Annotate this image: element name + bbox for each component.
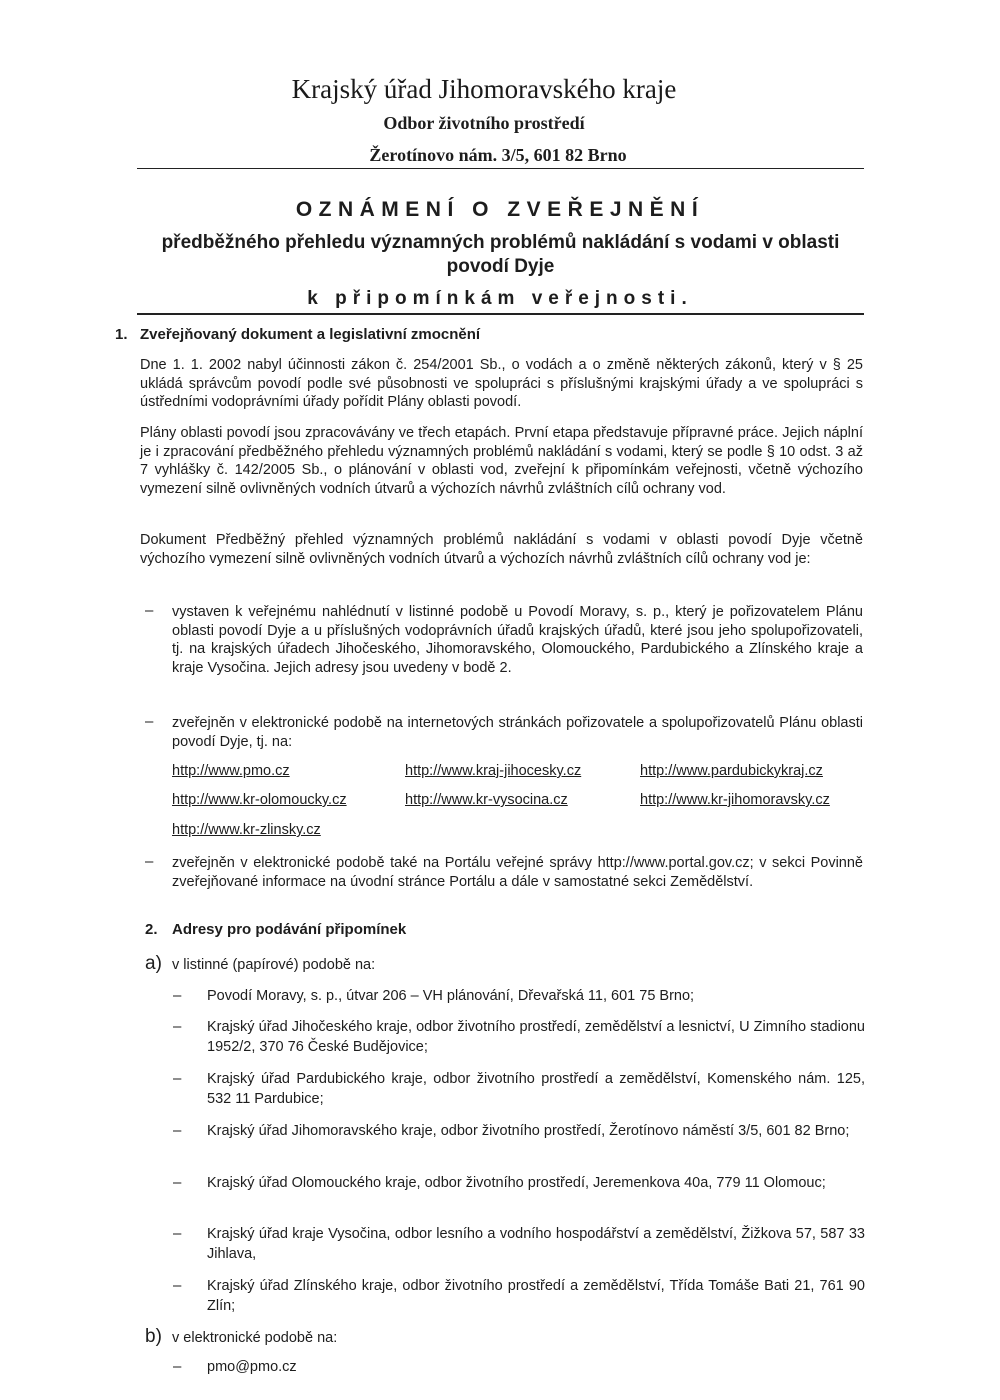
section2-a-text: v listinné (papírové) podobě na:: [172, 957, 376, 973]
address-dash: –: [173, 1070, 182, 1087]
notice-public: k připomínkám veřejnosti.: [307, 288, 693, 309]
letterhead-title: Krajský úřad Jihomoravského kraje: [291, 74, 677, 104]
link-kr-olomoucky[interactable]: http://www.kr-olomoucky.cz: [172, 792, 347, 808]
section1-paragraph-3: Dokument Předběžný přehled významných problémů nakládání s vodami v oblasti povodí Dyje včetně výchozího vymezení silně ovlivněných vodních útvarů a výchozích návrhů zvláštních cílů ochrany vod je:: [140, 532, 863, 567]
section2-a-letter: a): [145, 953, 162, 974]
letterhead-department: Odbor životního prostředí: [383, 113, 585, 133]
address-item-6: Krajský úřad kraje Vysočina, odbor lesního a vodního hospodářství a zemědělství, Žižkova 57, 587 33 Jihlava,: [207, 1226, 865, 1262]
address-item-4: Krajský úřad Jihomoravského kraje, odbor životního prostředí, Žerotínovo náměstí 3/5, 601 82 Brno;: [207, 1123, 850, 1139]
bullet-dash: –: [145, 713, 154, 730]
email-link[interactable]: pmo@pmo.cz: [207, 1359, 297, 1375]
letterhead-address: Žerotínovo nám. 3/5, 601 82 Brno: [369, 145, 627, 165]
section2-b-text: v elektronické podobě na:: [172, 1330, 338, 1346]
address-item-1: Povodí Moravy, s. p., útvar 206 – VH plánování, Dřevařská 11, 601 75 Brno;: [207, 988, 695, 1004]
section1-number: 1.: [115, 326, 128, 343]
link-kraj-jihocesky[interactable]: http://www.kraj-jihocesky.cz: [405, 763, 582, 779]
bullet-dash: –: [145, 602, 154, 619]
bullet-item-2: zveřejněn v elektronické podobě na internetových stránkách pořizovatele a spolupořizovatelů Plánu oblasti povodí Dyje, tj. na:: [172, 715, 863, 750]
address-dash: –: [173, 1122, 182, 1139]
section2-title: Adresy pro podávání připomínek: [172, 921, 407, 938]
address-dash: –: [173, 1225, 182, 1242]
section2-b-letter: b): [145, 1326, 162, 1347]
address-item-7: Krajský úřad Zlínského kraje, odbor životního prostředí a zemědělství, Třída Tomáše Bati 21, 761 90 Zlín;: [207, 1278, 865, 1314]
section2-number: 2.: [145, 921, 158, 938]
address-dash: –: [173, 987, 182, 1004]
section1-paragraph-1: Dne 1. 1. 2002 nabyl účinnosti zákon č. 254/2001 Sb., o vodách a o změně některých zákonů, který v § 25 ukládá správcům povodí podle své působnosti ve spolupráci s příslušnými krajskými úřady a ve spolupráci s ústředními vodoprávními úřady pořídit Plány oblasti povodí.: [140, 357, 863, 410]
address-item-2: Krajský úřad Jihočeského kraje, odbor životního prostředí, zemědělství a lesnictví, U Zimního stadionu 1952/2, 370 76 České Budějovice;: [207, 1019, 865, 1055]
bullet-item-1: vystaven k veřejnému nahlédnutí v listinné podobě u Povodí Moravy, s. p., který je pořizovatelem Plánu oblasti povodí Dyje a u příslušných vodoprávních úřadů krajských úřadů, které jsou jeho spolupořizovateli, tj. na krajských úřadech Jihočeského, Jihomoravského, Olomouckého, Pardubického a Zlínského kraje a kraje Vysočina. Jejich adresy jsou uvedeny v bodě 2.: [172, 604, 863, 676]
address-item-5: Krajský úřad Olomouckého kraje, odbor životního prostředí, Jeremenkova 40a, 779 11 Olomouc;: [207, 1175, 826, 1191]
address-item-3: Krajský úřad Pardubického kraje, odbor životního prostředí a zemědělství, Komenského nám. 125, 532 11 Pardubice;: [207, 1071, 865, 1107]
link-pmo[interactable]: http://www.pmo.cz: [172, 763, 290, 779]
notice-subject: předběžného přehledu významných problémů nakládání s vodami v oblasti povodí Dyje: [161, 232, 840, 277]
notice-heading: OZNÁMENÍ O ZVEŘEJNĚNÍ: [295, 198, 705, 221]
letterhead-divider: [137, 168, 864, 169]
link-kr-zlinsky[interactable]: http://www.kr-zlinsky.cz: [172, 822, 321, 838]
section1-title: Zveřejňovaný dokument a legislativní zmocnění: [140, 326, 481, 343]
link-kr-vysocina[interactable]: http://www.kr-vysocina.cz: [405, 792, 568, 808]
address-dash: –: [173, 1174, 182, 1191]
address-dash: –: [173, 1358, 182, 1375]
address-dash: –: [173, 1018, 182, 1035]
heading-divider: [137, 313, 864, 315]
link-pardubickykraj[interactable]: http://www.pardubickykraj.cz: [640, 763, 823, 779]
address-dash: –: [173, 1277, 182, 1294]
link-kr-jihomoravsky[interactable]: http://www.kr-jihomoravsky.cz: [640, 792, 830, 808]
section1-paragraph-2: Plány oblasti povodí jsou zpracovávány ve třech etapách. První etapa představuje přípravné práce. Jejich náplní je i zpracování předběžného přehledu významných problémů nakládání s vodami, který se podle § 10 odst. 3 až 7 vyhlášky č. 142/2005 Sb., o plánování v oblasti vod, zveřejní k připomínkám veřejnosti, včetně výchozího vymezení silně ovlivněných vodních útvarů a výchozích návrhů zvláštních cílů ochrany vod.: [140, 425, 863, 497]
bullet-dash: –: [145, 853, 154, 870]
bullet-item-3: zveřejněn v elektronické podobě také na Portálu veřejné správy http://www.portal.gov.cz; v sekci Povinně zveřejňované informace na úvodní stránce Portálu a dále v samostatné sekci Zemědělství.: [172, 855, 863, 890]
